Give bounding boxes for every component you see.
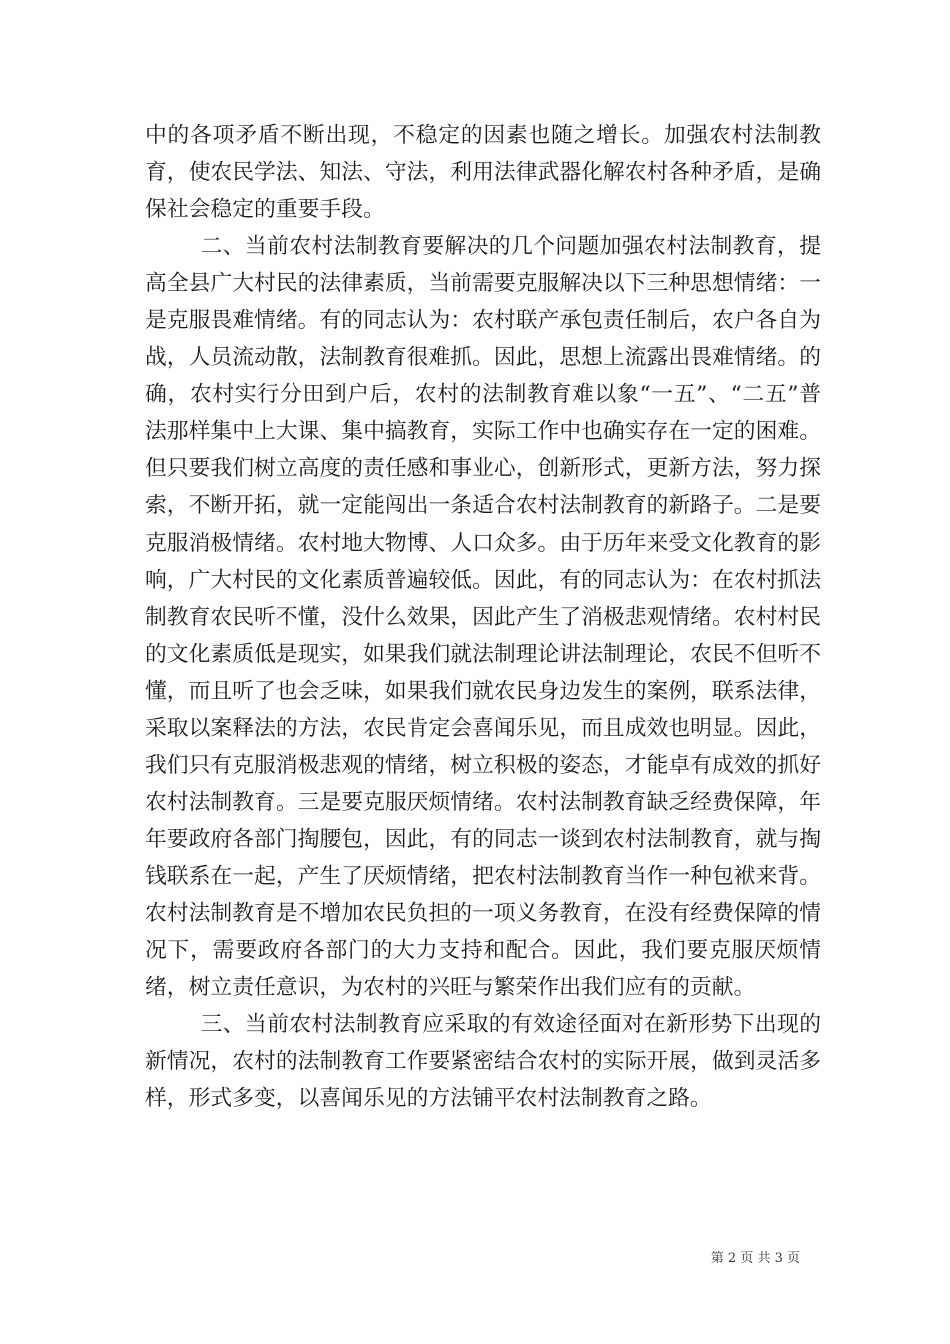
paragraph-section-two: 二、当前农村法制教育要解决的几个问题加强农村法制教育，提高全县广大村民的法律素质，当前需要克服解决以下三种思想情绪：一是克服畏难情绪。有的同志认为：农村联产承包责任制后，农户各自为战，人员流动散，法制教育很难抓。因此，思想上流露出畏难情绪。的确，农村实行分田到户后，农村的法制教育难以象“一五”、“二五”普法那样集中上大课、集中搞教育，实际工作中也确实存在一定的困难。但只要我们树立高度的责任感和事业心，创新形式，更新方法，努力探索，不断开拓，就一定能闯出一条适合农村法制教育的新路子。二是要克服消极情绪。农村地大物博、人口众多。由于历年来受文化教育的影响，广大村民的文化素质普遍较低。因此，有的同志认为：在农村抓法制教育农民听不懂，没什么效果，因此产生了消极悲观情绪。农村村民的文化素质低是现实，如果我们就法制理论讲法制理论，农民不但听不懂，而且听了也会乏味，如果我们就农民身边发生的案例，联系法律，采取以案释法的方法，农民肯定会喜闻乐见，而且成效也明显。因此，我们只有克服消极悲观的情绪，树立积极的姿态，才能卓有成效的抓好农村法制教育。三是要克服厌烦情绪。农村法制教育缺乏经费保障，年年要政府各部门掏腰包，因此，有的同志一谈到农村法制教育，就与掏钱联系在一起，产生了厌烦情绪，把农村法制教育当作一种包袱来背。农村法制教育是不增加农民负担的一项义务教育，在没有经费保障的情况下，需要政府各部门的大力支持和配合。因此，我们要克服厌烦情绪，树立责任意识，为农村的兴旺与繁荣作出我们应有的贡献。 — [145, 234, 821, 1001]
paragraph-continuation: 中的各项矛盾不断出现，不稳定的因素也随之增长。加强农村法制教育，使农民学法、知法、守法，利用法律武器化解农村各种矛盾，是确保社会稳定的重要手段。 — [145, 123, 821, 223]
body-text — [145, 117, 821, 1117]
page-number-footer — [600, 1247, 800, 1266]
page-number-label: 第 2 页 共 3 页 — [710, 1251, 800, 1266]
paragraph-section-three: 三、当前农村法制教育应采取的有效途径面对在新形势下出现的新情况，农村的法制教育工作要紧密结合农村的实际开展，做到灵活多样，形式多变，以喜闻乐见的方法铺平农村法制教育之路。 — [145, 1012, 821, 1112]
